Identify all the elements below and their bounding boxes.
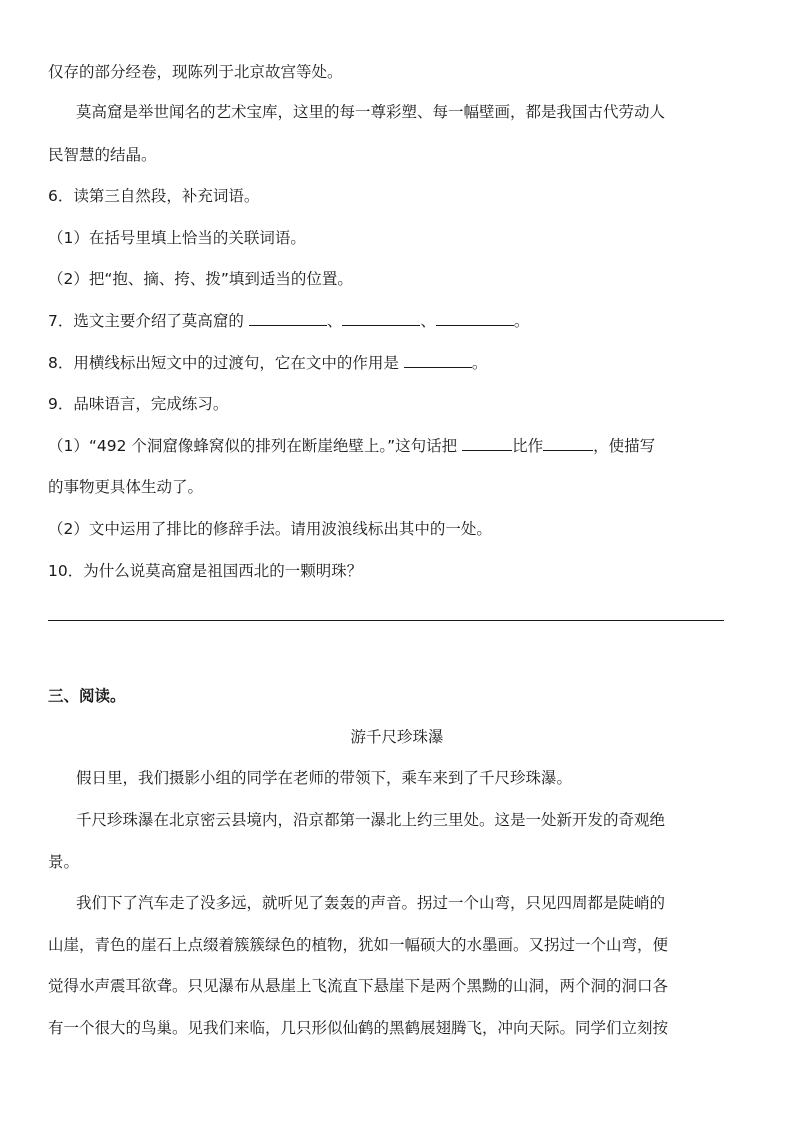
question-6-1: （1）在括号里填上恰当的关联词语。 [48,229,306,247]
answer-blank[interactable] [404,353,472,368]
answer-blank[interactable] [543,436,593,451]
question-9-1-text: （1）“492 个洞窟像蜂窝似的排列在断崖绝壁上。”这句话把 [48,437,458,455]
passage-line: 我们下了汽车走了没多远，就听见了轰轰的声音。拐过一个山弯，只见四周都是陡峭的 [76,894,666,912]
question-9-1 [48,436,738,456]
passage-line: 有一个很大的鸟巢。见我们来临，几只形似仙鹤的黑鹤展翅腾飞，冲向天际。同学们立刻按 [48,1019,669,1037]
passage-line: 觉得水声震耳欲聋。只见瀑布从悬崖上飞流直下悬崖下是两个黑黝的山洞，两个洞的洞口各 [48,977,669,995]
separator: 、 [326,312,343,330]
answer-blank[interactable] [249,311,327,326]
question-9-1-mid: 比作 [512,437,544,455]
question-6-2: （2）把“抱、摘、挎、拨”填到适当的位置。 [48,270,353,288]
answer-blank[interactable] [342,311,420,326]
passage-line: 仅存的部分经卷，现陈列于北京故宫等处。 [48,63,343,81]
question-9-2: （2）文中运用了排比的修辞手法。请用波浪线标出其中的一处。 [48,520,492,538]
passage-line: 千尺珍珠瀑在北京密云县境内，沿京都第一瀑北上约三里处。这是一处新开发的奇观绝 [76,811,666,829]
question-7-end: 。 [513,312,530,330]
answer-blank[interactable] [462,436,512,451]
question-10: 10．为什么说莫高窟是祖国西北的一颗明珠？ [48,562,363,580]
question-9-1-continued: 的事物更具体生动了。 [48,478,204,496]
passage-line: 民智慧的结晶。 [48,146,157,164]
question-9-1-end: ，使描写 [593,437,656,455]
question-8-text: 8．用横线标出短文中的过渡句，它在文中的作用是 [48,354,399,372]
question-7-text: 7．选文主要介绍了莫高窟的 [48,312,244,330]
passage-line: 景。 [48,853,80,871]
passage-title: 游千尺珍珠瀑 [350,728,444,746]
section-heading: 三、阅读。 [48,687,126,705]
separator: 、 [420,312,436,330]
passage-line: 山崖，青色的崖石上点缀着簇簇绿色的植物，犹如一幅硕大的水墨画。又拐过一个山弯，便 [48,936,669,954]
passage-line: 莫高窟是举世闻名的艺术宝库，这里的每一尊彩塑、每一幅壁画，都是我国古代劳动人 [76,103,666,121]
question-6: 6．读第三自然段，补充词语。 [48,187,260,205]
question-7 [48,311,738,331]
question-8-end: 。 [471,354,488,372]
answer-line[interactable] [48,620,724,621]
question-8 [48,353,738,373]
passage-line: 假日里，我们摄影小组的同学在老师的带领下，乘车来到了千尺珍珠瀑。 [76,769,573,787]
answer-blank[interactable] [436,311,514,326]
question-9: 9．品味语言，完成练习。 [48,395,229,413]
